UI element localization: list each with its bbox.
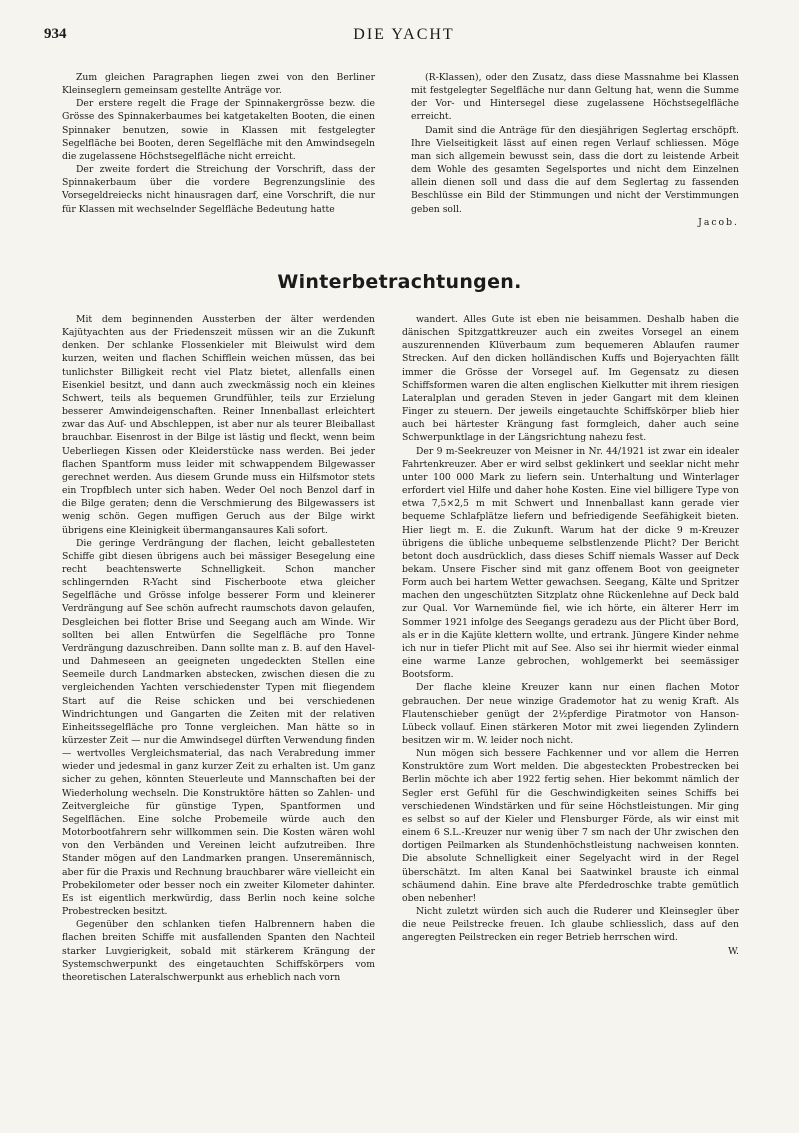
article-column-left bbox=[62, 313, 375, 984]
paragraph: (R-Klassen), oder den Zusatz, dass diese Massnahme bei Klassen mit festgelegter Segelfläche nur dann Geltung hat, wenn die Summe der Vor- und Hintersegel diese zugelassene Höchstsegelfläche erreicht. bbox=[411, 72, 739, 123]
top-article-column-right bbox=[411, 71, 739, 229]
paragraph: Der flache kleine Kreuzer kann nur einen flachen Motor gebrauchen. Der neue winzige Grademotor hat zu wenig Kraft. Als Flautenschieber genügt der 2½pferdige Piratmotor von Hanson-Lübeck vollauf. Einen stärkeren Motor mit zwei liegenden Zylindern besitzen wir m. W. leider noch nicht. bbox=[402, 682, 739, 746]
paragraph: Nun mögen sich bessere Fachkenner und vor allem die Herren Konstruktöre zum Wort melden. Die abgesteckten Probestrecken bei Berlin möchte ich aber 1922 fertig sehen. Hier bekommt nämlich der Segler erst Gefühl für die Geschwindigkeiten seines Schiffs bei verschiedenen Windstärken und für seine Höchstleistungen. Mir ging es selbst so auf der Kieler und Flensburger Förde, als wir einst mit einem 6 S.L.-Kreuzer nur wenig über 7 sm nach der Uhr zwischen den dortigen Peilmarken als Stundenhöchstleistung nachweisen konnten. Die absolute Schnelligkeit einer Segelyacht wird in der Regel überschätzt. Im alten Kanal bei Saatwinkel brauste ich einmal schäumend dahin. Eine brave alte Pferdedroschke trabte gemütlich oben nebenher! bbox=[402, 748, 739, 904]
page-header bbox=[44, 26, 764, 48]
top-article-column-left bbox=[62, 71, 375, 216]
paragraph: Der zweite fordert die Streichung der Vorschrift, dass der Spinnakerbaum über die vordere Begrenzungslinie des Vorsegeldreiecks nicht hinausragen darf, eine Vorschrift, die nur für Klassen mit wechselnder Segelfläche Bedeutung hatte bbox=[62, 164, 375, 215]
paragraph: Der 9 m-Seekreuzer von Meisner in Nr. 44/1921 ist zwar ein idealer Fahrtenkreuzer. Aber er wird selbst geklinkert und seeklar nicht mehr unter 100 000 Mark zu liefern sein. Unterhaltung und Winterlager erfordert viel Hilfe und daher hohe Kosten. Eine viel billigere Type von etwa 7,5×2,5 m mit Schwert und Innenballast kann gerade vier bequeme Schlafplätze liefern und befriedigende Seefähigkeit bieten. Hier liegt m. E. die Zukunft. Warum hat der dicke 9 m-Kreuzer übrigens die übliche unbequeme selbstlenzende Plicht? Der Bericht betont doch ausdrücklich, dass dieses Schiff niemals Wasser auf Deck bekam. Unsere Fischer sind mit ganz offenem Boot von geeigneter Form auch bei hartem Wetter gewachsen. Seegang, Kälte und Spritzer machen den ungeschützten Sitzplatz ohne Rückenlehne auf Deck bald zur Qual. Vor Warnemünde fiel, wie ich hörte, ein älterer Herr im Sommer 1921 infolge des Seegangs geradezu aus der Plicht über Bord, als er in die Kajüte klettern wollte, und ertrank. Jüngere Kinder nehme ich nur in tiefer Plicht mit auf See. Also sei ihr hiermit wieder einmal eine warme Lanze gebrochen, wohlgemerkt bei seemässiger Bootsform. bbox=[402, 445, 739, 681]
article-column-right bbox=[402, 313, 739, 958]
author-signature: Jacob. bbox=[698, 216, 739, 228]
paragraph: wandert. Alles Gute ist eben nie beisammen. Deshalb haben die dänischen Spitzgattkreuzer auch ein zweites Vorsegel an einem auszurennenden Klüverbaum zum bequemeren Ablaufen raumer Strecken. Auf den dicken holländischen Kuffs und Bojeryachten fällt immer die Grösse der Vorsegel auf. Im Gegensatz zu diesen Schiffsformen waren die alten englischen Kielkutter mit ihrem riesigen Lateralplan und geraden Steven in jeder Gangart mit dem kleinen Finger zu steuern. Der jeweils eingetauchte Schiffskörper blieb hier auch bei härtester Krängung fast formgleich, daher auch seine Schwerpunktlage in der Längsrichtung nahezu fest. bbox=[402, 314, 739, 444]
page-number: 934 bbox=[44, 26, 67, 42]
paragraph: Nicht zuletzt würden sich auch die Ruderer und Kleinsegler über die neue Peilstrecke freuen. Ich glaube schliesslich, dass auf den angeregten Peilstrecken ein reger Betrieb herrschen wird. bbox=[402, 906, 739, 944]
running-title: DIE YACHT bbox=[353, 26, 455, 43]
paragraph: Der erstere regelt die Frage der Spinnakergrösse bezw. die Grösse des Spinnakerbaumes bei katgetakelten Booten, die einen Spinnaker benutzen, sowie in Klassen mit festgelegter Segelfläche bei Booten, deren Segelfläche mit den Amwindsegeln die zugelassene Höchstsegelfläche nicht erreicht. bbox=[62, 98, 375, 162]
paragraph: Die geringe Verdrängung der flachen, leicht geballesteten Schiffe gibt diesen übrigens auch bei mässiger Besegelung eine recht beachtenswerte Schnelligkeit. Schon mancher schlingernden R-Yacht sind Fischerboote etwa gleicher Segelfläche und Grösse infolge besserer Form und kleinerer Verdrängung auf See schön aufrecht raumschots davon gelaufen, Desgleichen bei flotter Brise und Seegang auch am Winde. Wir sollten bei allen Entwürfen die Segelfläche pro Tonne Verdrängung dazuschreiben. Dann sollte man z. B. auf den Havel- und Dahmeseen an geeigneten ungedeckten Stellen eine Seemeile durch Landmarken abstecken, zwischen diesen die zu vergleichenden Yachten verschiedenster Typen mit fliegendem Start auf die Reise schicken und bei verschiedenen Windrichtungen und Gangarten die Zeiten mit der relativen Einheitssegelfläche pro Tonne vergleichen. Man hätte so in kürzester Zeit — nur die Amwindsegel dürften Verwendung finden — wertvolles Vergleichsmaterial, das nach Verabredung immer wieder und jedesmal in ganz kurzer Zeit zu erhalten ist. Um ganz sicher zu gehen, könnten Steuerleute und Mannschaften bei der Wiederholung wechseln. Die Konstruktöre hätten so Zahlen- und Zeitvergleiche für günstige Typen, Spantformen und Segelflächen. Eine solche Probemeile würde auch den Motorbootfahrern sehr willkommen sein. Die Kosten wären wohl von den Verbänden und Vereinen leicht aufzutreiben. Ihre Stander mögen auf den Landmarken prangen. Unseremännisch, aber für die Praxis und Rechnung brauchbarer wäre vielleicht ein Probekilometer oder besser noch ein zweiter Kilometer dahinter. Es ist eigentlich merkwürdig, dass Berlin noch keine solche Probestrecken besitzt. bbox=[62, 537, 375, 918]
paragraph: Gegenüber den schlanken tiefen Halbrennern haben die flachen breiten Schiffe mit ausfallenden Spanten den Nachteil starker Luvgierigkeit, sobald mit stärkerem Krängung der Systemschwerpunkt des eingetauchten Schiffskörpers vom theoretischen Lateralschwerpunkt aus erheblich nach vorn bbox=[62, 919, 375, 983]
author-signature: W. bbox=[728, 945, 739, 957]
article-title: Winterbetrachtungen. bbox=[277, 271, 522, 293]
paragraph: Damit sind die Anträge für den diesjährigen Seglertag erschöpft. Ihre Vielseitigkeit lässt auf einen regen Verlauf schliessen. Möge man sich allgemein bewusst sein, dass die dort zu leistende Arbeit dem Wohle des gesamten Segelsportes und nicht dem Einzelnen allein dienen soll und dass die auf dem Seglertag zu fassenden Beschlüsse ein Bild der Stimmungen und nicht der Verstimmungen geben soll. bbox=[411, 124, 739, 215]
paragraph: Zum gleichen Paragraphen liegen zwei von den Berliner Kleinseglern gemeinsam gestellte Anträge vor. bbox=[62, 72, 375, 97]
paragraph: Mit dem beginnenden Aussterben der älter werdenden Kajütyachten aus der Friedenszeit müssen wir an die Zukunft denken. Der schlanke Flossenkieler mit Bleiwulst wird dem kurzen, weiten und flachen Schifflein weichen müssen, das bei tunlichster Billigkeit recht viel Platz bietet, allenfalls einen Eisenkiel besitzt, und dann auch zweckmässig noch ein kleines Schwert, teils als bequemen Grundfühler, teils zur Erzielung besserer Amwindeigenschaften. Reiner Innenballast erleichtert zwar das Auf- und Abschleppen, ist aber nur als teurer Bleiballast brauchbar. Eisenrost in der Bilge ist lästig und fleckt, wenn beim Ueberliegen Kissen oder Kleiderstücke nass werden. Bei jeder flachen Spantform muss leider mit schwappendem Bilgewasser gerechnet werden. Aus diesem Grunde muss ein Hilfsmotor stets ein Tropfblech unter sich haben. Weder Oel noch Benzol darf in die Bilge geraten; denn die Verschmierung des Bilgewassers ist wenig schön. Gegen muffigen Geruch aus der Bilge wirkt übrigens eine Kleinigkeit übermangansaures Kali sofort. bbox=[62, 314, 375, 536]
